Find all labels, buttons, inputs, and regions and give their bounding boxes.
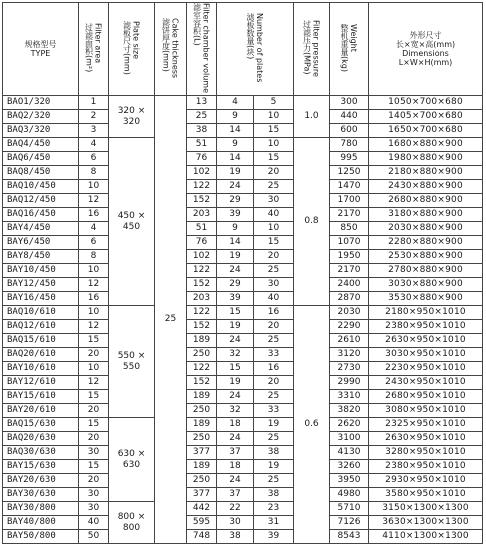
model-cell: BAQ3/320: [3, 124, 79, 138]
model-cell: BAQ20/630: [3, 432, 79, 446]
area-cell: 10: [79, 180, 109, 194]
plates-cell: 38: [217, 530, 254, 544]
dimensions-cell: 2630×950×1010: [369, 432, 483, 446]
frames-cell: 19: [254, 418, 294, 432]
volume-cell: 189: [187, 334, 217, 348]
area-cell: 10: [79, 306, 109, 320]
model-cell: BAY20/610: [3, 404, 79, 418]
area-cell: 15: [79, 418, 109, 432]
volume-cell: 250: [187, 432, 217, 446]
plates-cell: 9: [217, 222, 254, 236]
volume-cell: 51: [187, 138, 217, 152]
frames-cell: 15: [254, 124, 294, 138]
weight-cell: 3820: [330, 404, 369, 418]
weight-cell: 2610: [330, 334, 369, 348]
weight-cell: 600: [330, 124, 369, 138]
frames-cell: 31: [254, 516, 294, 530]
frames-cell: 23: [254, 502, 294, 516]
frames-cell: 20: [254, 166, 294, 180]
area-cell: 6: [79, 236, 109, 250]
weight-cell: 440: [330, 110, 369, 124]
plates-cell: 18: [217, 418, 254, 432]
model-cell: BAY12/450: [3, 278, 79, 292]
header-thickness: [155, 3, 187, 96]
area-cell: 12: [79, 320, 109, 334]
frames-cell: 20: [254, 250, 294, 264]
weight-cell: 3950: [330, 474, 369, 488]
model-cell: BAY15/630: [3, 460, 79, 474]
dimensions-cell: 2430×950×1010: [369, 376, 483, 390]
header-dims-en-unit: L×W×H(mm): [398, 58, 453, 67]
weight-cell: 1470: [330, 180, 369, 194]
volume-cell: 377: [187, 488, 217, 502]
frames-cell: 19: [254, 460, 294, 474]
weight-cell: 2730: [330, 362, 369, 376]
table-row: [3, 96, 483, 110]
plates-cell: 14: [217, 152, 254, 166]
table-row: [3, 278, 483, 292]
volume-cell: 122: [187, 264, 217, 278]
header-plates-cn: 滤板数量(块): [246, 13, 255, 60]
dimensions-cell: 2380×950×1010: [369, 320, 483, 334]
weight-cell: 4980: [330, 488, 369, 502]
table-row: [3, 180, 483, 194]
dimensions-cell: 2380×950×1010: [369, 460, 483, 474]
model-cell: BAQ20/610: [3, 348, 79, 362]
plates-cell: 4: [217, 96, 254, 110]
area-cell: 12: [79, 278, 109, 292]
plates-cell: 15: [217, 362, 254, 376]
weight-cell: 7126: [330, 516, 369, 530]
plates-cell: 14: [217, 236, 254, 250]
weight-cell: 4130: [330, 446, 369, 460]
model-cell: BAQ6/450: [3, 152, 79, 166]
header-row: [3, 3, 483, 96]
area-cell: 40: [79, 516, 109, 530]
table-row: [3, 446, 483, 460]
area-cell: 20: [79, 432, 109, 446]
model-cell: BAY15/610: [3, 390, 79, 404]
plates-cell: 39: [217, 208, 254, 222]
area-cell: 2: [79, 110, 109, 124]
plates-cell: 37: [217, 446, 254, 460]
dimensions-cell: 1650×700×680: [369, 124, 483, 138]
volume-cell: 442: [187, 502, 217, 516]
model-cell: BAY40/800: [3, 516, 79, 530]
table-row: [3, 474, 483, 488]
model-cell: BAQ15/630: [3, 418, 79, 432]
header-thickness-cn: 滤饼厚度(mm): [161, 17, 171, 72]
header-weight-en: Weight: [349, 24, 358, 52]
weight-cell: 8543: [330, 530, 369, 544]
volume-cell: 122: [187, 306, 217, 320]
volume-cell: 51: [187, 222, 217, 236]
area-cell: 8: [79, 250, 109, 264]
table-row: [3, 222, 483, 236]
table-row: [3, 404, 483, 418]
plates-cell: 18: [217, 460, 254, 474]
frames-cell: 38: [254, 488, 294, 502]
header-plate-size-en: Plate size: [131, 21, 141, 60]
table-row: [3, 264, 483, 278]
volume-cell: 152: [187, 278, 217, 292]
weight-cell: 2170: [330, 208, 369, 222]
area-cell: 12: [79, 194, 109, 208]
weight-cell: 3120: [330, 348, 369, 362]
volume-cell: 152: [187, 194, 217, 208]
volume-cell: 748: [187, 530, 217, 544]
plates-cell: 32: [217, 404, 254, 418]
header-area-cn: 过滤面积(m²): [84, 23, 94, 73]
plate-size-cell: 630 × 630: [109, 418, 155, 502]
frames-cell: 16: [254, 306, 294, 320]
dimensions-cell: 3030×880×900: [369, 278, 483, 292]
frames-cell: 25: [254, 180, 294, 194]
volume-cell: 203: [187, 208, 217, 222]
plates-cell: 9: [217, 138, 254, 152]
volume-cell: 152: [187, 376, 217, 390]
volume-cell: 38: [187, 124, 217, 138]
volume-cell: 189: [187, 460, 217, 474]
plates-cell: 14: [217, 124, 254, 138]
dimensions-cell: 2780×880×900: [369, 264, 483, 278]
table-row: [3, 194, 483, 208]
table-row: [3, 334, 483, 348]
frames-cell: 33: [254, 348, 294, 362]
table-row: [3, 152, 483, 166]
plates-cell: 37: [217, 488, 254, 502]
area-cell: 20: [79, 474, 109, 488]
header-plate-size: [109, 3, 155, 96]
table-row: [3, 320, 483, 334]
dimensions-cell: 3080×950×1010: [369, 404, 483, 418]
plates-cell: 29: [217, 278, 254, 292]
plate-size-cell: 450 × 450: [109, 138, 155, 306]
weight-cell: 2400: [330, 278, 369, 292]
weight-cell: 2870: [330, 292, 369, 306]
header-weight-cn: 整机重量(kg): [340, 24, 349, 72]
area-cell: 30: [79, 502, 109, 516]
plates-cell: 32: [217, 348, 254, 362]
area-cell: 10: [79, 362, 109, 376]
header-dims-cn-unit: 长×宽×高(mm): [395, 40, 456, 49]
table-row: [3, 292, 483, 306]
header-pressure-cn: 过滤压力(MPa): [302, 19, 312, 75]
area-cell: 30: [79, 446, 109, 460]
dimensions-cell: 3180×880×900: [369, 208, 483, 222]
model-cell: BAQ8/450: [3, 166, 79, 180]
volume-cell: 595: [187, 516, 217, 530]
weight-cell: 300: [330, 96, 369, 110]
dimensions-cell: 2680×880×900: [369, 194, 483, 208]
dimensions-cell: 2680×950×1010: [369, 390, 483, 404]
plates-cell: 24: [217, 334, 254, 348]
weight-cell: 2620: [330, 418, 369, 432]
weight-cell: 3260: [330, 460, 369, 474]
frames-cell: 30: [254, 194, 294, 208]
table-row: [3, 124, 483, 138]
area-cell: 6: [79, 152, 109, 166]
frames-cell: 20: [254, 376, 294, 390]
header-model-en: TYPE: [30, 49, 51, 58]
plate-size-cell: 320 × 320: [109, 96, 155, 138]
header-pressure: [294, 3, 330, 96]
model-cell: BAY12/610: [3, 376, 79, 390]
table-row: [3, 110, 483, 124]
table-row: [3, 502, 483, 516]
volume-cell: 189: [187, 418, 217, 432]
model-cell: BAQ4/450: [3, 138, 79, 152]
header-pressure-en: Filter pressure: [311, 19, 321, 77]
weight-cell: 1250: [330, 166, 369, 180]
area-cell: 4: [79, 222, 109, 236]
weight-cell: 2030: [330, 306, 369, 320]
area-cell: 8: [79, 166, 109, 180]
table-row: [3, 488, 483, 502]
header-model: [3, 3, 79, 96]
dimensions-cell: 3580×950×1010: [369, 488, 483, 502]
plates-cell: 9: [217, 110, 254, 124]
plates-cell: 24: [217, 180, 254, 194]
plates-cell: 39: [217, 292, 254, 306]
frames-cell: 33: [254, 404, 294, 418]
table-row: [3, 516, 483, 530]
header-volume-en: Filter chamber volume: [201, 3, 211, 93]
dimensions-cell: 3630×1300×1300: [369, 516, 483, 530]
header-volume: [187, 3, 217, 96]
volume-cell: 102: [187, 166, 217, 180]
model-cell: BAY10/450: [3, 264, 79, 278]
header-dimensions: [369, 3, 483, 96]
volume-cell: 250: [187, 474, 217, 488]
weight-cell: 2170: [330, 264, 369, 278]
area-cell: 15: [79, 390, 109, 404]
filter-press-spec-table: [2, 2, 483, 544]
model-cell: BAQ2/320: [3, 110, 79, 124]
weight-cell: 3100: [330, 432, 369, 446]
weight-cell: 1700: [330, 194, 369, 208]
model-cell: BAQ12/610: [3, 320, 79, 334]
weight-cell: 995: [330, 152, 369, 166]
model-cell: BAQ30/630: [3, 446, 79, 460]
plates-cell: 19: [217, 166, 254, 180]
plates-cell: 19: [217, 250, 254, 264]
table-row: [3, 418, 483, 432]
volume-cell: 122: [187, 362, 217, 376]
table-row: [3, 530, 483, 544]
dimensions-cell: 3150×1300×1300: [369, 502, 483, 516]
plates-cell: 30: [217, 516, 254, 530]
table-row: [3, 306, 483, 320]
dimensions-cell: 2430×880×900: [369, 180, 483, 194]
volume-cell: 250: [187, 404, 217, 418]
spec-table-container: [2, 2, 483, 544]
header-plate-size-cn: 滤板尺寸(mm): [122, 21, 132, 75]
volume-cell: 377: [187, 446, 217, 460]
plates-cell: 15: [217, 306, 254, 320]
dimensions-cell: 2230×950×1010: [369, 362, 483, 376]
volume-cell: 102: [187, 250, 217, 264]
header-dims-cn: 外形尺寸: [409, 31, 442, 40]
area-cell: 16: [79, 292, 109, 306]
area-cell: 3: [79, 124, 109, 138]
dimensions-cell: 1050×700×680: [369, 96, 483, 110]
volume-cell: 122: [187, 180, 217, 194]
area-cell: 20: [79, 348, 109, 362]
table-row: [3, 376, 483, 390]
table-row: [3, 460, 483, 474]
model-cell: BAY8/450: [3, 250, 79, 264]
plates-cell: 24: [217, 390, 254, 404]
dimensions-cell: 4110×1300×1300: [369, 530, 483, 544]
header-thickness-en: Cake thickness: [170, 17, 180, 79]
plates-cell: 24: [217, 474, 254, 488]
area-cell: 30: [79, 488, 109, 502]
plates-cell: 24: [217, 264, 254, 278]
volume-cell: 203: [187, 292, 217, 306]
table-row: [3, 138, 483, 152]
area-cell: 15: [79, 334, 109, 348]
weight-cell: 5710: [330, 502, 369, 516]
frames-cell: 25: [254, 390, 294, 404]
plates-cell: 19: [217, 376, 254, 390]
weight-cell: 1950: [330, 250, 369, 264]
table-row: [3, 208, 483, 222]
header-plates: [217, 3, 294, 96]
volume-cell: 25: [187, 110, 217, 124]
model-cell: BAY10/610: [3, 362, 79, 376]
dimensions-cell: 2180×880×900: [369, 166, 483, 180]
frames-cell: 10: [254, 222, 294, 236]
model-cell: BAQ12/450: [3, 194, 79, 208]
header-model-cn: 规格型号: [24, 40, 57, 49]
frames-cell: 15: [254, 236, 294, 250]
dimensions-cell: 3030×950×1010: [369, 348, 483, 362]
dimensions-cell: 2180×950×1010: [369, 306, 483, 320]
frames-cell: 40: [254, 292, 294, 306]
table-row: [3, 348, 483, 362]
frames-cell: 25: [254, 474, 294, 488]
table-row: [3, 166, 483, 180]
volume-cell: 250: [187, 348, 217, 362]
header-plates-en: Number of plates: [255, 13, 264, 83]
dimensions-cell: 2530×880×900: [369, 250, 483, 264]
dimensions-cell: 2280×880×900: [369, 236, 483, 250]
frames-cell: 40: [254, 208, 294, 222]
weight-cell: 1070: [330, 236, 369, 250]
weight-cell: 2990: [330, 376, 369, 390]
header-volume-cn: 滤室容积(L): [192, 3, 202, 46]
model-cell: BAY16/450: [3, 292, 79, 306]
model-cell: BAY20/630: [3, 474, 79, 488]
weight-cell: 780: [330, 138, 369, 152]
spec-table-body: [3, 96, 483, 544]
table-row: [3, 362, 483, 376]
model-cell: BAQ10/450: [3, 180, 79, 194]
volume-cell: 152: [187, 320, 217, 334]
dimensions-cell: 2030×880×900: [369, 222, 483, 236]
weight-cell: 2290: [330, 320, 369, 334]
volume-cell: 76: [187, 236, 217, 250]
frames-cell: 25: [254, 264, 294, 278]
plates-cell: 29: [217, 194, 254, 208]
plates-cell: 19: [217, 320, 254, 334]
frames-cell: 25: [254, 334, 294, 348]
model-cell: BAY6/450: [3, 236, 79, 250]
table-row: [3, 236, 483, 250]
dimensions-cell: 3280×950×1010: [369, 446, 483, 460]
table-row: [3, 390, 483, 404]
thickness-cell: 25: [155, 96, 187, 544]
table-row: [3, 250, 483, 264]
pressure-cell: 0.8: [294, 138, 330, 306]
plates-cell: 24: [217, 432, 254, 446]
dimensions-cell: 1980×880×900: [369, 152, 483, 166]
frames-cell: 20: [254, 320, 294, 334]
pressure-cell: 0.6: [294, 306, 330, 544]
model-cell: BAY30/800: [3, 502, 79, 516]
model-cell: BAY50/800: [3, 530, 79, 544]
frames-cell: 10: [254, 138, 294, 152]
frames-cell: 25: [254, 432, 294, 446]
plate-size-cell: 550 × 550: [109, 306, 155, 418]
dimensions-cell: 2325×950×1010: [369, 418, 483, 432]
plate-size-cell: 800 × 800: [109, 502, 155, 544]
volume-cell: 76: [187, 152, 217, 166]
weight-cell: 3310: [330, 390, 369, 404]
dimensions-cell: 3530×880×900: [369, 292, 483, 306]
table-row: [3, 432, 483, 446]
frames-cell: 15: [254, 152, 294, 166]
frames-cell: 39: [254, 530, 294, 544]
weight-cell: 850: [330, 222, 369, 236]
area-cell: 4: [79, 138, 109, 152]
area-cell: 20: [79, 404, 109, 418]
dimensions-cell: 2630×950×1010: [369, 334, 483, 348]
model-cell: BAQ16/450: [3, 208, 79, 222]
frames-cell: 30: [254, 278, 294, 292]
header-weight: [330, 3, 369, 96]
plates-cell: 22: [217, 502, 254, 516]
area-cell: 50: [79, 530, 109, 544]
area-cell: 16: [79, 208, 109, 222]
header-dims-en: Dimensions: [402, 49, 449, 58]
frames-cell: 5: [254, 96, 294, 110]
pressure-cell: 1.0: [294, 96, 330, 138]
model-cell: BAY30/630: [3, 488, 79, 502]
dimensions-cell: 1405×700×680: [369, 110, 483, 124]
area-cell: 12: [79, 376, 109, 390]
model-cell: BAO1/320: [3, 96, 79, 110]
model-cell: BAY4/450: [3, 222, 79, 236]
frames-cell: 16: [254, 362, 294, 376]
volume-cell: 189: [187, 390, 217, 404]
model-cell: BAQ10/610: [3, 306, 79, 320]
header-area-en: Filter area: [93, 23, 103, 64]
dimensions-cell: 2930×950×1010: [369, 474, 483, 488]
area-cell: 1: [79, 96, 109, 110]
area-cell: 10: [79, 264, 109, 278]
volume-cell: 13: [187, 96, 217, 110]
frames-cell: 38: [254, 446, 294, 460]
area-cell: 15: [79, 460, 109, 474]
model-cell: BAQ15/610: [3, 334, 79, 348]
frames-cell: 10: [254, 110, 294, 124]
header-area: [79, 3, 109, 96]
dimensions-cell: 1680×880×900: [369, 138, 483, 152]
